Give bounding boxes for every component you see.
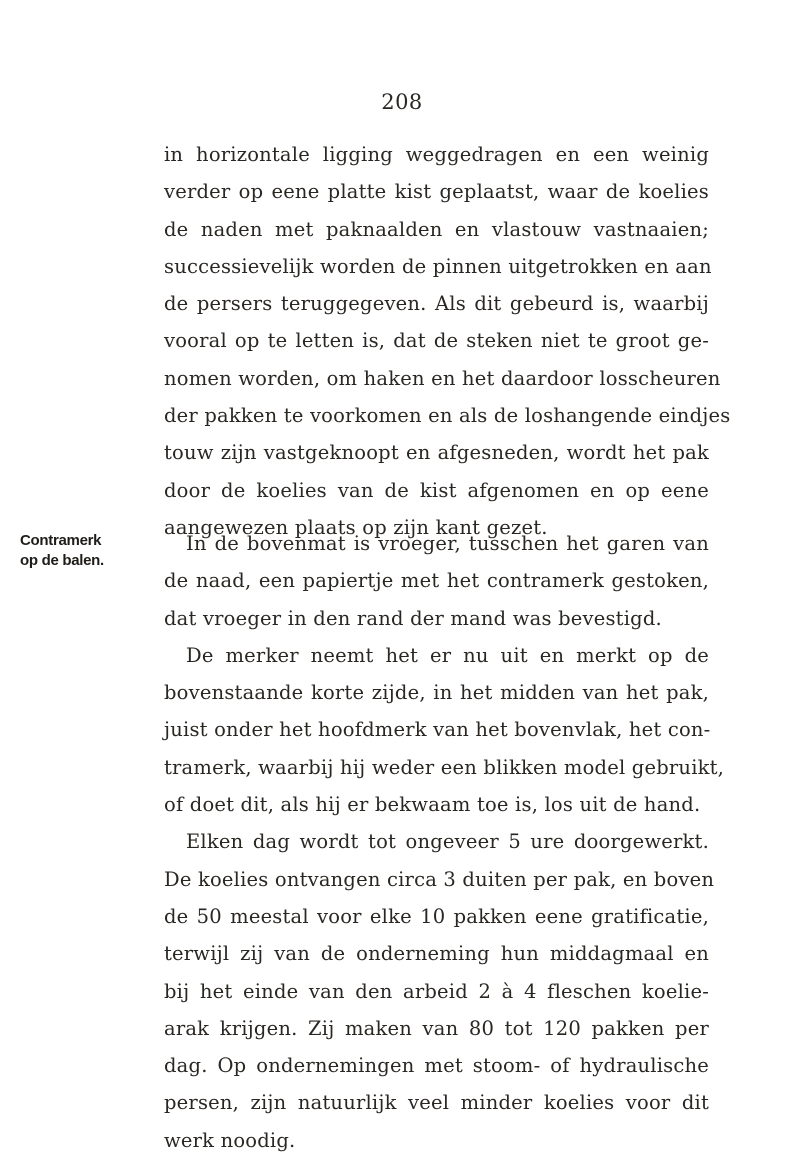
- margin-note-line: Contramerk: [20, 532, 102, 549]
- text-line: terwijl zij van de onderneming hun middagmaal en: [164, 942, 709, 966]
- margin-note-line: op de balen.: [20, 552, 104, 569]
- text-line: nomen worden, om haken en het daardoor losscheuren: [164, 366, 721, 390]
- text-line: Elken dag wordt tot ongeveer 5 ure doorgewerkt.: [186, 830, 709, 854]
- text-line: vooral op te letten is, dat de steken niet te groot ge-: [164, 329, 709, 353]
- text-line: dat vroeger in den rand der mand was bevestigd.: [164, 606, 662, 630]
- text-line: bovenstaande korte zijde, in het midden van het pak,: [164, 681, 709, 705]
- text-line: werk noodig.: [164, 1128, 296, 1152]
- text-line: dag. Op ondernemingen met stoom- of hydraulische: [164, 1054, 709, 1078]
- text-line: de naden met paknaalden en vlastouw vastnaaien;: [164, 217, 709, 241]
- text-line: in horizontale ligging weggedragen en een weinig: [164, 143, 709, 166]
- margin-note: [20, 531, 145, 571]
- text-line: In de bovenmat is vroeger, tusschen het garen van: [186, 532, 709, 555]
- text-line: de naad, een papiertje met het contramerk gestoken,: [164, 569, 709, 593]
- text-line: touw zijn vastgeknoopt en afgesneden, wordt het pak: [164, 441, 709, 465]
- text-line: de persers teruggegeven. Als dit gebeurd is, waarbij: [164, 292, 709, 316]
- text-line: persen, zijn natuurlijk veel minder koelies voor dit: [164, 1091, 709, 1115]
- text-line: successievelijk worden de pinnen uitgetrokken en aan: [164, 254, 712, 278]
- text-line: de 50 meestal voor elke 10 pakken eene gratificatie,: [164, 904, 709, 928]
- text-line: door de koelies van de kist afgenomen en op eene: [164, 478, 709, 502]
- text-line: arak krijgen. Zij maken van 80 tot 120 pakken per: [164, 1016, 709, 1040]
- text-line: der pakken te voorkomen en als de loshangende eindjes: [164, 404, 731, 428]
- paragraph-1: [164, 136, 731, 546]
- paragraph-2: [164, 525, 725, 1159]
- text-line: of doet dit, als hij er bekwaam toe is, los uit de hand.: [164, 793, 701, 817]
- text-line: De koelies ontvangen circa 3 duiten per pak, en boven: [164, 867, 715, 891]
- text-line: tramerk, waarbij hij weder een blikken model gebruikt,: [164, 755, 725, 779]
- text-line: bij het einde van den arbeid 2 à 4 fleschen koelie-: [164, 979, 709, 1003]
- text-line: juist onder het hoofdmerk van het bovenvlak, het con-: [164, 718, 711, 742]
- text-line: aangewezen plaats op zijn kant gezet.: [164, 515, 548, 539]
- page-number: 208: [381, 90, 423, 114]
- text-line: verder op eene platte kist geplaatst, waar de koelies: [164, 180, 709, 204]
- text-line: De merker neemt het er nu uit en merkt op de: [186, 643, 709, 667]
